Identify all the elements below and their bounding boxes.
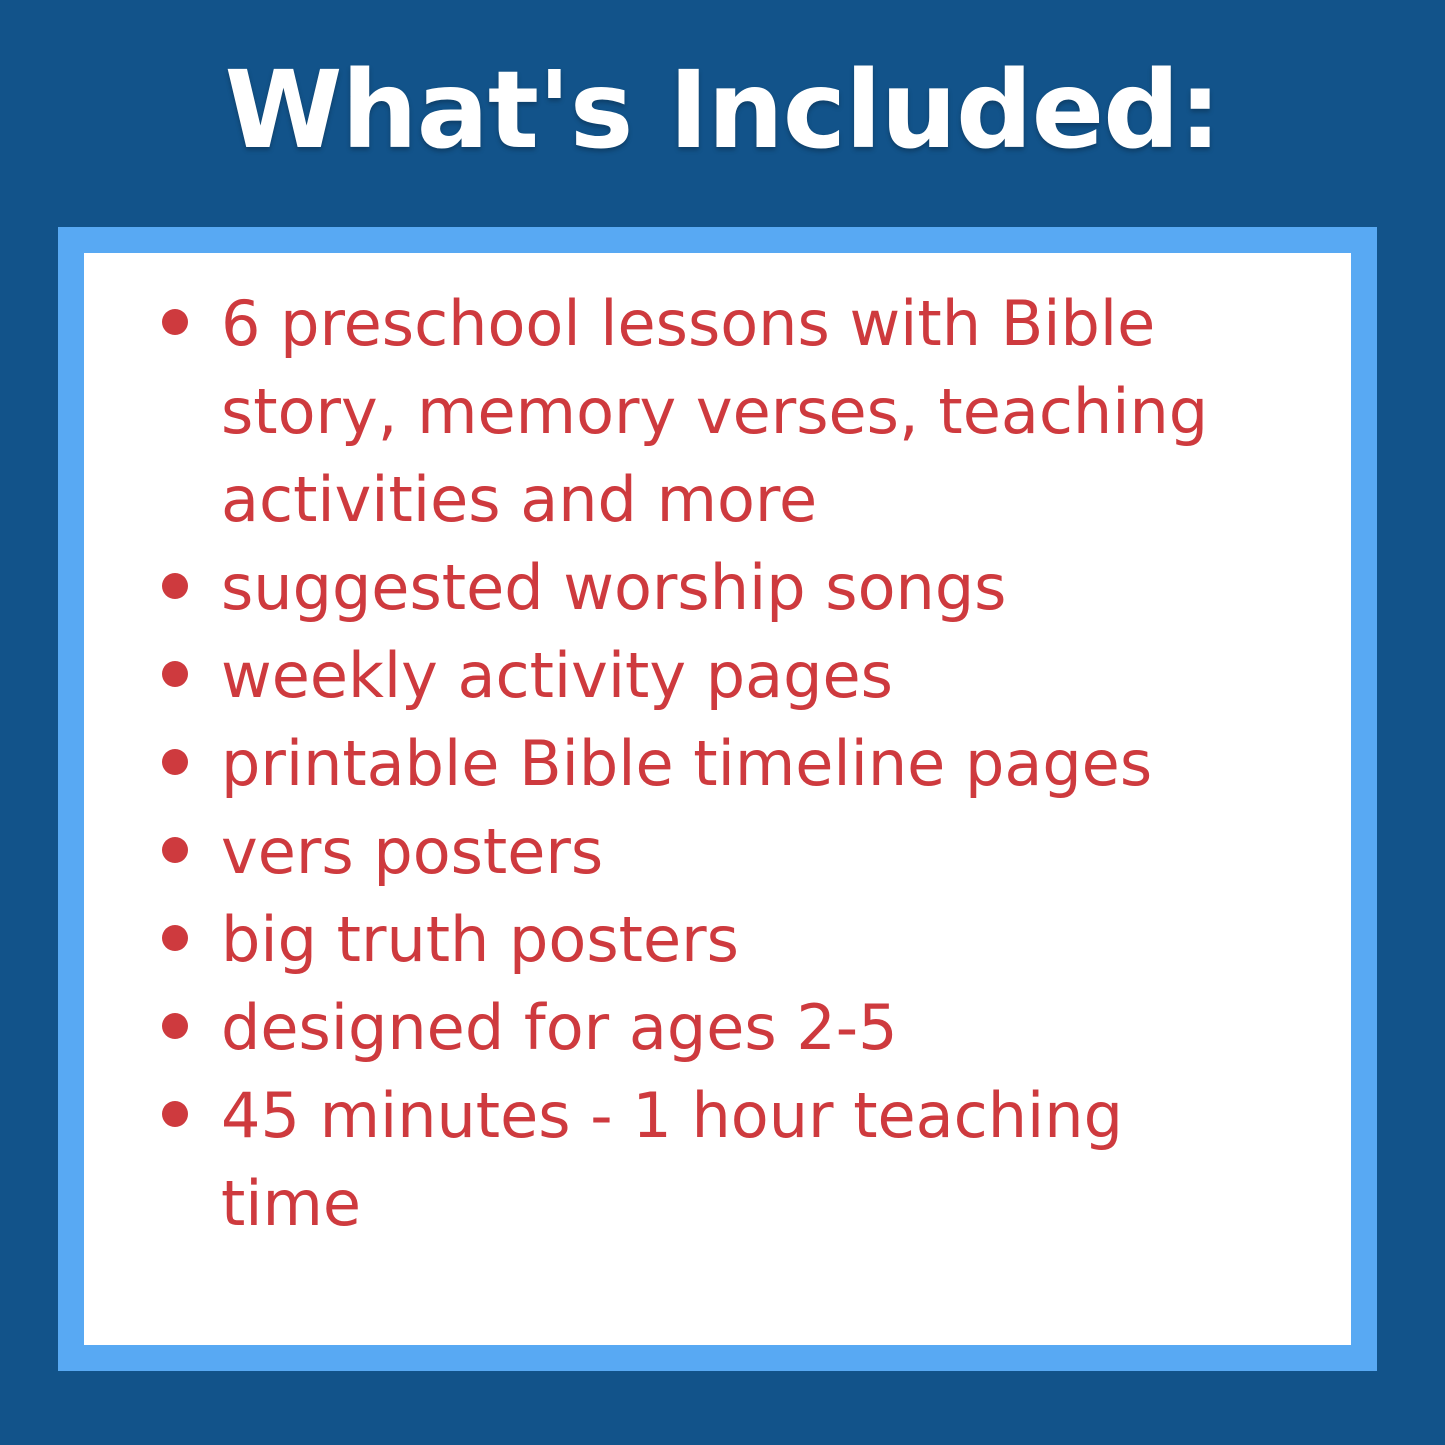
list-item: 45 minutes - 1 hour teaching time xyxy=(84,1072,1351,1248)
list-item: vers posters xyxy=(84,808,1351,896)
list-item: weekly activity pages xyxy=(84,632,1351,720)
list-item: designed for ages 2-5 xyxy=(84,984,1351,1072)
included-list xyxy=(84,253,1351,1248)
list-item: big truth posters xyxy=(84,896,1351,984)
included-card xyxy=(58,227,1377,1371)
list-item: 6 preschool lessons with Bible story, memory verses, teaching activities and more xyxy=(84,280,1351,544)
page-title: What's Included: xyxy=(224,49,1221,173)
list-item: printable Bible timeline pages xyxy=(84,720,1351,808)
list-item: suggested worship songs xyxy=(84,544,1351,632)
